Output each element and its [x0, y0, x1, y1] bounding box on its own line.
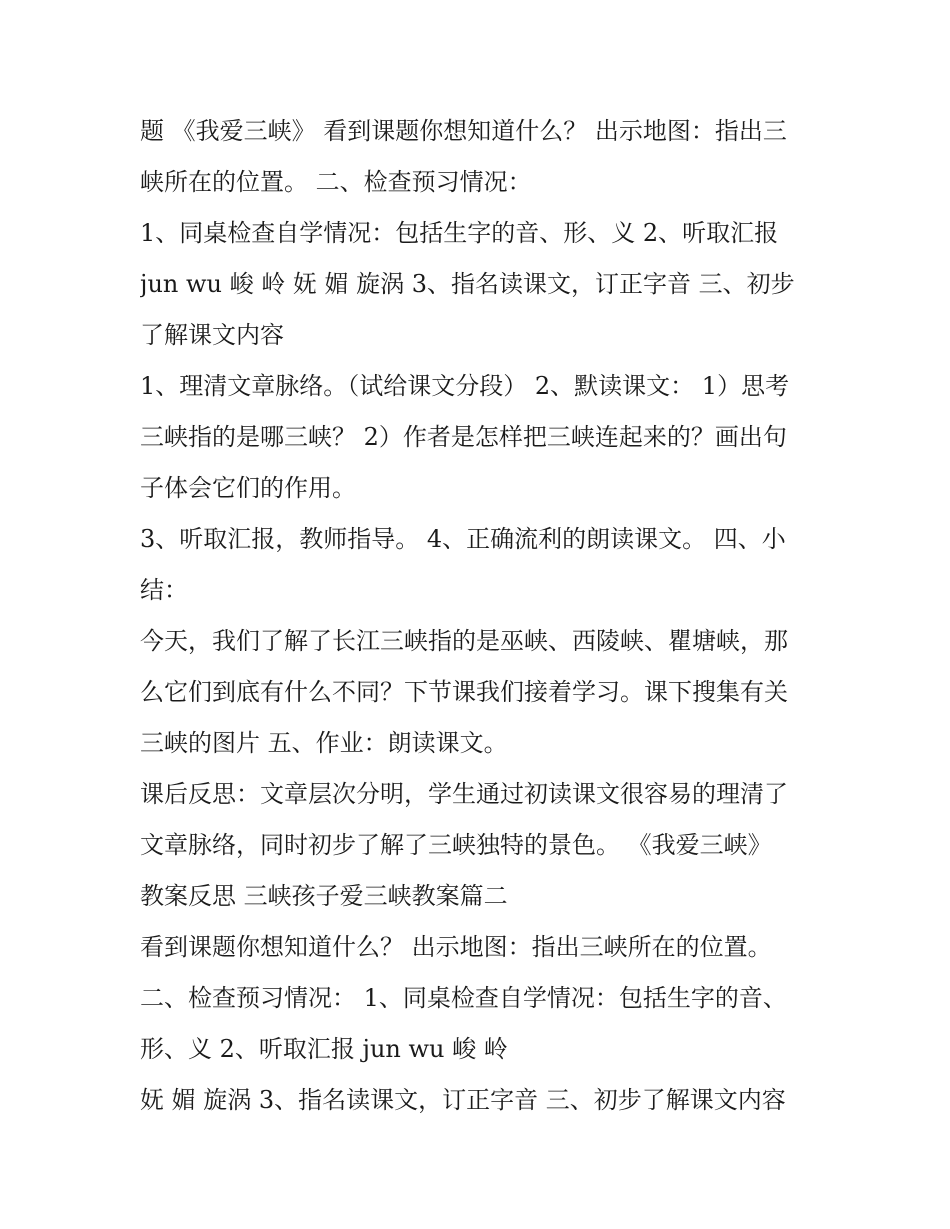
text-line: 课后反思：文章层次分明，学生通过初读课文很容易的理清了	[140, 780, 788, 808]
text-line: 妩 媚 旋涡 3、指名读课文，订正字音 三、初步了解课文内容	[140, 1086, 786, 1114]
text-line: 1、同桌检查自学情况：包括生字的音、形、义 2、听取汇报	[140, 219, 779, 247]
text-line: 题 《我爱三峡》 看到课题你想知道什么？ 出示地图：指出三	[140, 117, 787, 145]
text-line: 么它们到底有什么不同？下节课我们接着学习。课下搜集有关	[140, 678, 788, 706]
text-line: 形、义 2、听取汇报 jun wu 峻 岭	[140, 1035, 508, 1063]
text-line: 看到课题你想知道什么？ 出示地图：指出三峡所在的位置。	[140, 933, 772, 961]
text-line: 峡所在的位置。 二、检查预习情况：	[140, 168, 532, 196]
text-line: jun wu 峻 岭 妩 媚 旋涡 3、指名读课文，订正字音 三、初步	[140, 270, 795, 298]
text-line: 三峡指的是哪三峡？ 2）作者是怎样把三峡连起来的？画出句	[140, 423, 787, 451]
text-line: 教案反思 三峡孩子爱三峡教案篇二	[140, 882, 508, 910]
text-line: 文章脉络，同时初步了解了三峡独特的景色。 《我爱三峡》	[140, 831, 772, 859]
text-line: 了解课文内容	[140, 321, 284, 349]
text-line: 3、听取汇报，教师指导。 4、正确流利的朗读课文。 四、小	[140, 525, 786, 553]
document-body	[140, 106, 820, 1126]
text-line: 今天，我们了解了长江三峡指的是巫峡、西陵峡、瞿塘峡，那	[140, 627, 788, 655]
text-line: 三峡的图片 五、作业：朗读课文。	[140, 729, 508, 757]
text-line: 结：	[140, 576, 188, 604]
text-line: 1、理清文章脉络。（试给课文分段） 2、默读课文： 1）思考	[140, 372, 790, 400]
text-line: 二、检查预习情况： 1、同桌检查自学情况：包括生字的音、	[140, 984, 787, 1012]
text-line: 子体会它们的作用。	[140, 474, 356, 502]
